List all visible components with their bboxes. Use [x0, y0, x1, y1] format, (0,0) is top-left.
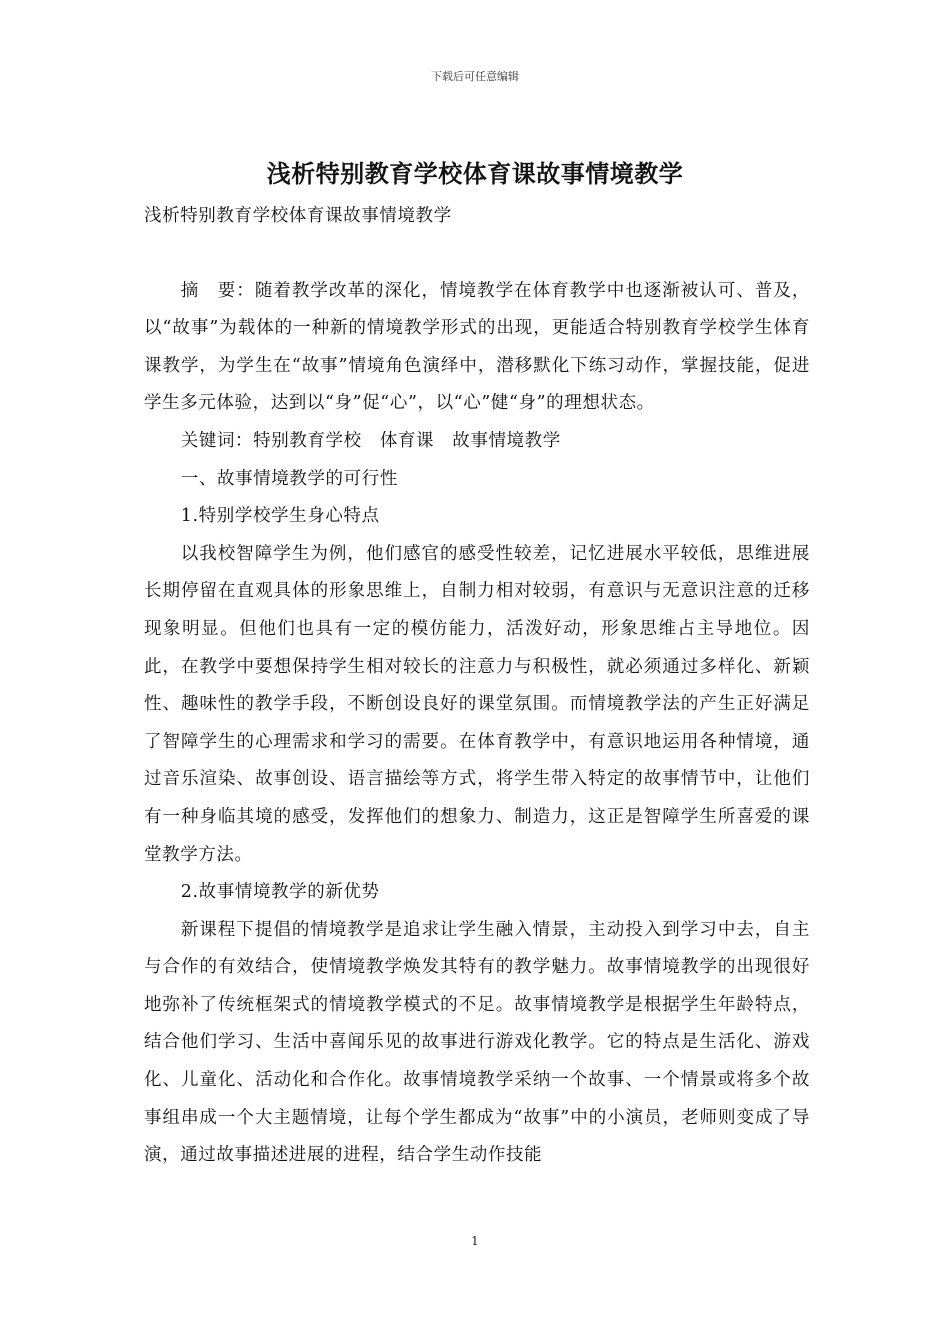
- page-number: 1: [471, 1234, 479, 1248]
- body-paragraph-2: 新课程下提倡的情境教学是追求让学生融入情景，主动投入到学习中去，自主与合作的有效结合，使情境教学焕发其特有的教学魅力。故事情境教学的出现很好地弥补了传统框架式的情境教学模式的不足。故事情境教学是根据学生年龄特点，结合他们学习、生活中喜闻乐见的故事进行游戏化教学。它的特点是生活化、游戏化、儿童化、活动化和合作化。故事情境教学采纳一个故事、一个情景或将多个故事组串成一个大主题情境，让每个学生都成为“故事”中的小演员，老师则变成了导演，通过故事描述进展的进程，结合学生动作技能: [144, 919, 810, 1166]
- document-title: 浅析特别教育学校体育课故事情境教学: [266, 160, 684, 188]
- subtitle: 浅析特别教育学校体育课故事情境教学: [144, 206, 452, 226]
- subsection-heading-1: 1.特别学校学生身心特点: [180, 506, 380, 527]
- body-paragraph-1: 以我校智障学生为例，他们感官的感受性较差，记忆进展水平较低，思维进展长期停留在直观具体的形象思维上，自制力相对较弱，有意识与无意识注意的迁移现象明显。但他们也具有一定的模仿能力，活泼好动，形象思维占主导地位。因此，在教学中要想保持学生相对较长的注意力与积极性，就必须通过多样化、新颖性、趣味性的教学手段，不断创设良好的课堂氛围。而情境教学法的产生正好满足了智障学生的心理需求和学习的需要。在体育教学中，有意识地运用各种情境，通过音乐渲染、故事创设、语言描绘等方式，将学生带入特定的故事情节中，让他们有一种身临其境的感受，发挥他们的想象力、制造力，这正是智障学生所喜爱的课堂教学方法。: [144, 543, 810, 865]
- section-heading-1: 一、故事情境教学的可行性: [180, 468, 398, 489]
- header-note: 下载后可任意编辑: [431, 70, 519, 83]
- keywords-line: 关键词：特别教育学校 体育课 故事情境教学: [180, 430, 561, 451]
- abstract-paragraph: 摘 要：随着教学改革的深化，情境教学在体育教学中也逐渐被认可、普及，以“故事”为载体的一种新的情境教学形式的出现，更能适合特别教育学校学生体育课教学，为学生在“故事”情境角色演绎中，潜移默化下练习动作，掌握技能，促进学生多元体验，达到以“身”促“心”，以“心”健“身”的理想状态。: [144, 280, 810, 414]
- document-body: [144, 198, 810, 1175]
- subsection-heading-2: 2.故事情境教学的新优势: [180, 882, 380, 903]
